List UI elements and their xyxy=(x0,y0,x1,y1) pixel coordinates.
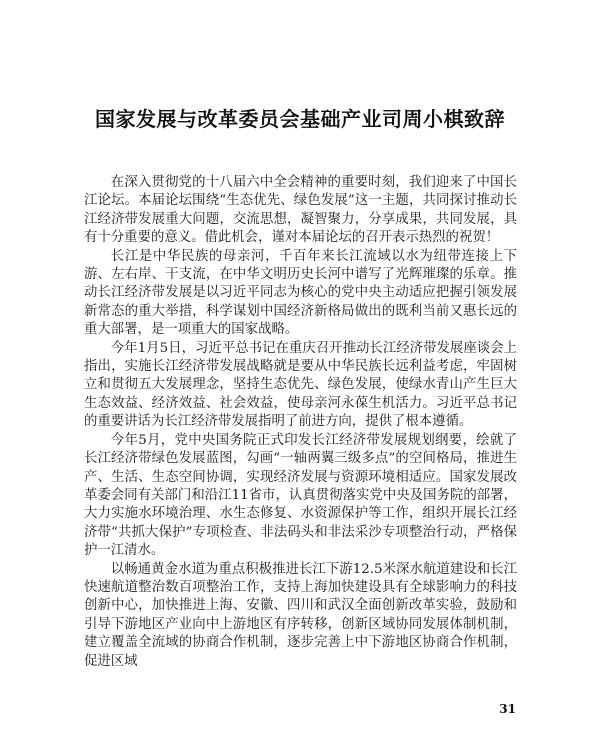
paragraph: 今年5月，党中央国务院正式印发长江经济带发展规划纲要，绘就了长江经济带绿色发展蓝图，勾画“一轴两翼三级多点”的空间格局，推进生产、生活、生态空间协调，实现经济发展与资源环境相适应。国家发展改革委会同有关部门和沿江11省市，认真贯彻落实党中央及国务院的部署，大力实施水环境治理、水生态修复、水资源保护等工作，组织开展长江经济带“共抓大保护”专项检查、非法码头和非法采沙专项整治行动，严格保护一江清水。 xyxy=(84,432,517,559)
article-body xyxy=(84,174,517,671)
page-number: 31 xyxy=(499,702,516,716)
page-title: 国家发展与改革委员会基础产业司周小棋致辞 xyxy=(95,107,505,131)
paragraph: 长江是中华民族的母亲河，千百年来长江流域以水为纽带连接上下游、左右岸、干支流，在中华文明历史长河中谱写了光辉璀璨的乐章。推动长江经济带发展是以习近平同志为核心的党中央主动适应把握引领发展新常态的重大举措，科学谋划中国经济新格局做出的既利当前又惠长远的重大部署，是一项重大的国家战略。 xyxy=(84,248,517,338)
paragraph: 在深入贯彻党的十八届六中全会精神的重要时刻，我们迎来了中国长江论坛。本届论坛围绕“生态优先、绿色发展”这一主题，共同探讨推动长江经济带发展重大问题，交流思想，凝智聚力，分享成果，共同发展，具有十分重要的意义。借此机会，谨对本届论坛的召开表示热烈的祝贺！ xyxy=(84,175,517,246)
paragraph: 今年1月5日，习近平总书记在重庆召开推动长江经济带发展座谈会上指出，实施长江经济带发展战略就是要从中华民族长远利益考虑，牢固树立和贯彻五大发展理念，坚持生态优先、绿色发展，使绿水青山产生巨大生态效益、经济效益、社会效益，使母亲河永葆生机活力。习近平总书记的重要讲话为长江经济带发展指明了前进方向，提供了根本遵循。 xyxy=(84,340,517,430)
paragraph: 以畅通黄金水道为重点积极推进长江下游12.5米深水航道建设和长江快速航道整治数百项整治工作，支持上海加快建设具有全球影响力的科技创新中心，加快推进上海、安徽、四川和武汉全面创新改革实验，鼓励和引导下游地区产业向中上游地区有序转移，创新区域协同发展体制机制，建立覆盖全流域的协商合作机制，逐步完善上中下游地区协商合作机制，促进区域 xyxy=(84,561,517,669)
